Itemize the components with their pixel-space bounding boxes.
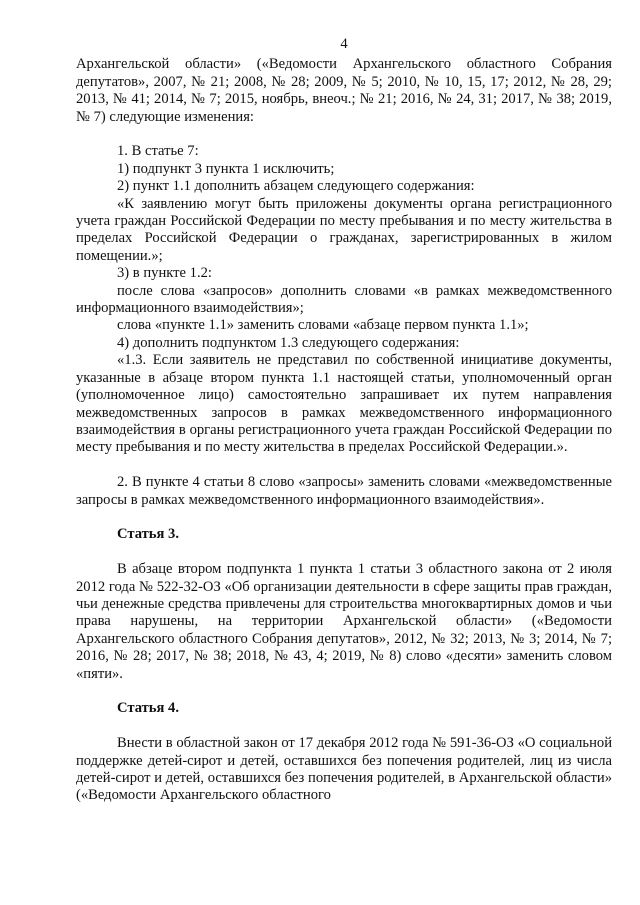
spacer xyxy=(76,718,612,735)
spacer xyxy=(76,683,612,700)
amendment-subitem-3-a: после слова «запросов» дополнить словами «в рамках межведомственного информационного взаимодействия»; xyxy=(76,282,612,317)
amendment-subitem-3-b: слова «пункте 1.1» заменить словами «абзаце первом пункта 1.1»; xyxy=(117,317,529,334)
intro-paragraph: Архангельской области» («Ведомости Архангельского областного Собрания депутатов», 2007, № 21; 2008, № 28; 2009, № 5; 2010, № 10, 15, 17; 2012, № 28, 29; 2013, № 41; 2014, № 7; 2015, ноябрь, внеоч.; № 21; 2016, № 24, 31; 2017, № 38; 2019, № 7) следующие изменения: xyxy=(76,56,612,125)
article-3-heading: Статья 3. xyxy=(117,526,179,543)
document-page xyxy=(76,36,612,805)
spacer xyxy=(76,457,612,474)
amendment-subitem-4-text: «1.3. Если заявитель не представил по собственной инициативе документы, указанные в абзаце втором пункта 1.1 настоящей статьи, уполномоченный орган (уполномоченное лицо) самостоятельно запрашивает их путем направления межведомственных запросов в рамках межведомственного информационного взаимодействия в органы регистрационного учета граждан Российской Федерации по месту пребывания и по месту жительства в пределах Российской Федерации.». xyxy=(76,352,612,456)
spacer xyxy=(76,509,612,526)
amendment-item-2: 2. В пункте 4 статьи 8 слово «запросы» заменить словами «межведомственные запросы в рамках межведомственного информационного взаимодействия». xyxy=(76,474,612,508)
amendment-subitem-2-text: «К заявлению могут быть приложены документы органа регистрационного учета граждан Российской Федерации по месту пребывания и по месту жительства в пределах Российской Федерации о гражданах, зарегистрированных в жилом помещении.»; xyxy=(76,195,612,264)
amendment-subitem-4: 4) дополнить подпунктом 1.3 следующего содержания: xyxy=(117,334,460,351)
article-3-text: В абзаце втором подпункта 1 пункта 1 статьи 3 областного закона от 2 июля 2012 года № 522-32-ОЗ «Об организации деятельности в сфере защиты прав граждан, чьи денежные средства привлечены для строительства многоквартирных домов и чьи права нарушены, на территории Архангельской области» («Ведомости Архангельского областного Собрания депутатов», 2012, № 32; 2013, № 3; 2014, № 7; 2016, № 28; 2017, № 38; 2018, № 43, 4; 2019, № 8) слово «десяти» заменить словом «пяти». xyxy=(76,561,612,682)
amendment-subitem-2: 2) пункт 1.1 дополнить абзацем следующего содержания: xyxy=(117,178,475,195)
amendment-subitem-3: 3) в пункте 1.2: xyxy=(117,265,212,282)
amendment-subitem-1: 1) подпункт 3 пункта 1 исключить; xyxy=(117,160,335,177)
spacer xyxy=(76,126,612,143)
page-number: 4 xyxy=(340,36,348,52)
spacer xyxy=(76,544,612,561)
article-4-text: Внести в областной закон от 17 декабря 2012 года № 591-36-ОЗ «О социальной поддержке детей-сирот и детей, оставшихся без попечения родителей, лиц из числа детей-сирот и детей, оставшихся без попечения родителей, в Архангельской области» («Ведомости Архангельского областного xyxy=(76,735,612,804)
amendment-item-1: 1. В статье 7: xyxy=(117,143,199,160)
article-4-heading: Статья 4. xyxy=(117,700,179,717)
